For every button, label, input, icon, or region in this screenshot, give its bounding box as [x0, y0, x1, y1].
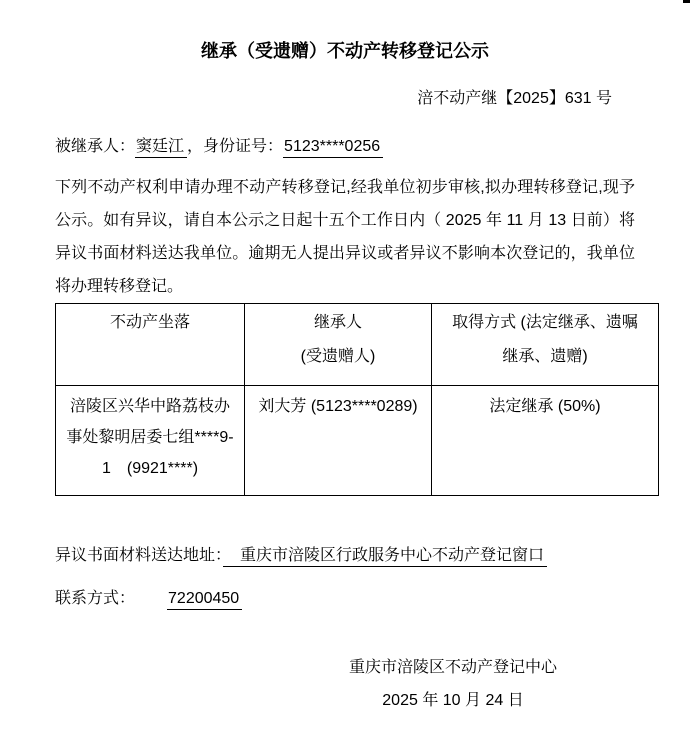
col-header-location: 不动产坐落: [56, 304, 245, 386]
deceased-line: [55, 130, 635, 163]
col-header-heir-line2: (受遗赠人): [300, 348, 376, 365]
deceased-id-label: ，身份证号：: [187, 138, 284, 155]
corner-artifact: [683, 0, 690, 3]
cell-acquisition-method: 法定继承 (50%): [432, 386, 659, 496]
deceased-name: 窦廷江: [135, 138, 187, 158]
issuing-org: 重庆市涪陵区不动产登记中心: [348, 659, 557, 676]
contact-phone: 72200450: [167, 590, 242, 610]
cell-property-location: 涪陵区兴华中路荔枝办事处黎明居委七组****9-1 (9921****): [56, 386, 245, 496]
signature-block: [349, 658, 557, 711]
deceased-id-number: 5123****0256: [283, 138, 383, 158]
notice-paragraph: 下列不动产权利申请办理不动产转移登记,经我单位初步审核,拟办理转移登记,现予公示。如有异议，请自本公示之日起十五个工作日内（ 2025 年 11 月 13 日前）将异议书面材料送达我单位。逾期无人提出异议或者异议不影响本次登记的，我单位将办理转移登记。: [55, 179, 635, 295]
table-row: [56, 386, 659, 496]
col-header-heir-line1: 继承人: [313, 314, 362, 331]
cell-heir: 刘大芳 (5123****0289): [245, 386, 432, 496]
page-title: 继承（受遗赠）不动产转移登记公示: [201, 41, 489, 61]
deceased-label: 被继承人：: [55, 138, 136, 155]
issue-date: 2025 年 10 月 24 日: [382, 692, 524, 709]
contact-label: 联系方式：: [55, 590, 136, 607]
objection-address-value: 重庆市涪陵区行政服务中心不动产登记窗口: [223, 547, 547, 567]
col-header-heir: [245, 304, 432, 386]
objection-address-label: 异议书面材料送达地址：: [55, 547, 224, 564]
contact-line: [55, 588, 635, 610]
property-table: [55, 303, 659, 496]
col-header-method: 取得方式 (法定继承、遗嘱继承、遗赠): [432, 304, 659, 386]
doc-number: 涪不动产继【2025】631 号: [417, 90, 612, 107]
objection-address-line: [55, 545, 635, 567]
table-header-row: [56, 304, 659, 386]
notice-body: [55, 86, 638, 711]
